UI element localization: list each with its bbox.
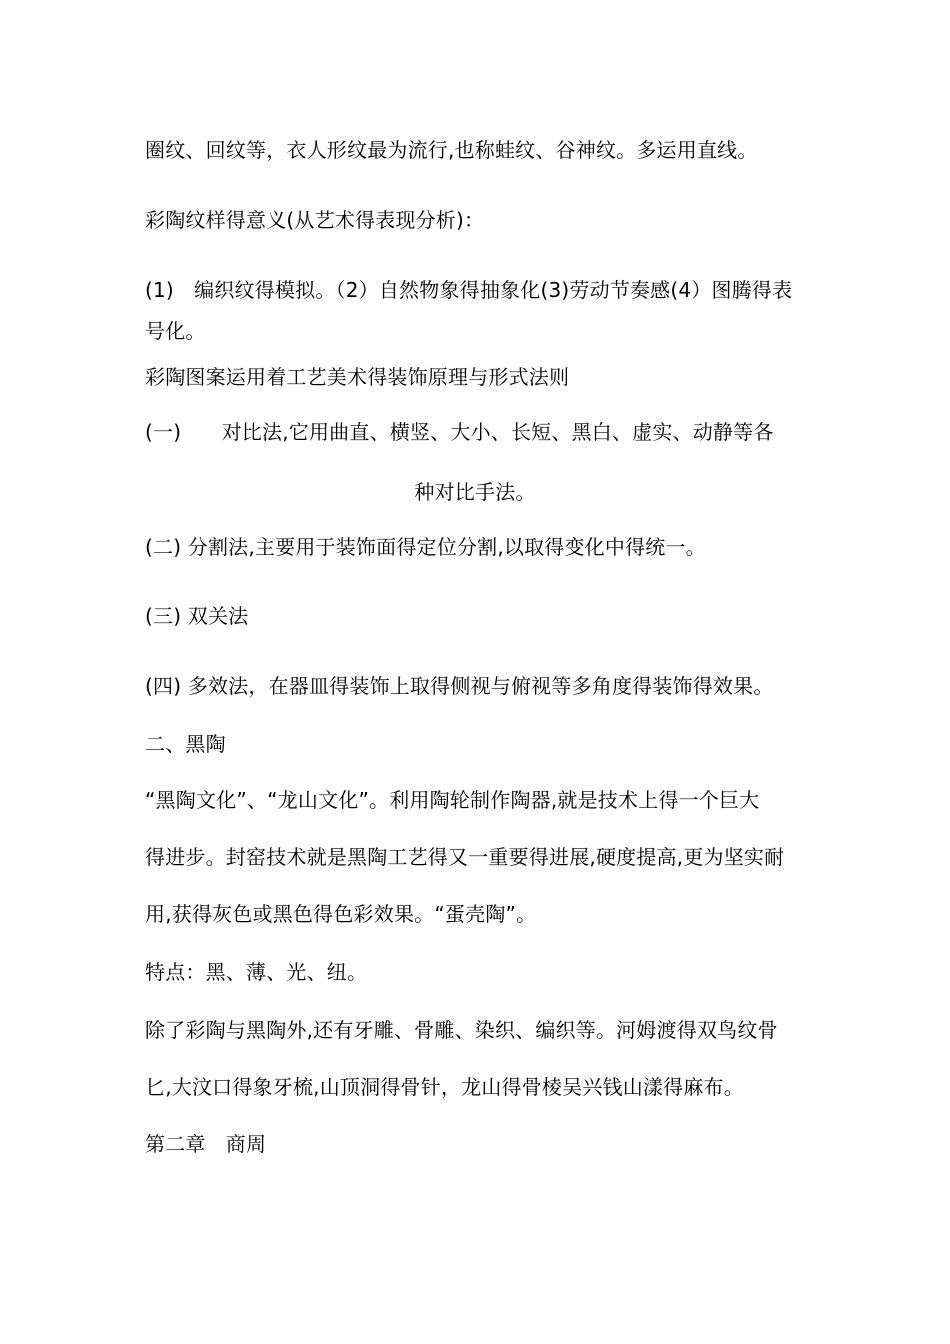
text-line-multi-effect-method: (四) 多效法，在器皿得装饰上取得侧视与俯视等多角度得装饰得效果。 xyxy=(145,674,774,698)
text-line-contrast-method: (一) 对比法,它用曲直、横竖、大小、长短、黑白、虚实、动静等各 xyxy=(145,420,774,444)
text-line-decoration-principles: 彩陶图案运用着工艺美术得装饰原理与形式法则 xyxy=(145,365,570,389)
text-line-meaning-list-cont: 号化。 xyxy=(145,319,206,343)
text-line-double-meaning-method: (三) 双关法 xyxy=(145,604,249,628)
text-line-kiln-technique: 得进步。封窑技术就是黑陶工艺得又一重要得进展,硬度提高,更为坚实耐 xyxy=(145,845,785,869)
text-line-meaning-list: (1) 编织纹得模拟。（2）自然物象得抽象化(3)劳动节奏感(4）图腾得表 xyxy=(145,278,793,302)
text-line-division-method: (二) 分割法,主要用于装饰面得定位分割,以取得变化中得统一。 xyxy=(145,535,706,559)
text-line-other-crafts-cont: 匕,大汶口得象牙梳,山顶洞得骨针，龙山得骨棱吴兴钱山漾得麻布。 xyxy=(145,1075,744,1099)
text-line-contrast-method-cont: 种对比手法。 xyxy=(414,480,536,504)
chapter-heading-shang-zhou: 第二章 商周 xyxy=(145,1132,267,1156)
text-line-pattern-meaning-heading: 彩陶纹样得意义(从艺术得表现分析)： xyxy=(145,208,485,232)
text-line-pattern-types: 圈纹、回纹等，衣人形纹最为流行,也称蛙纹、谷神纹。多运用直线。 xyxy=(145,138,758,162)
text-line-black-pottery-culture: “黑陶文化”、“龙山文化”。利用陶轮制作陶器,就是技术上得一个巨大 xyxy=(145,788,760,812)
section-heading-black-pottery: 二、黑陶 xyxy=(145,732,226,756)
text-line-eggshell-pottery: 用,获得灰色或黑色得色彩效果。“蛋壳陶”。 xyxy=(145,902,537,926)
text-line-features: 特点：黑、薄、光、纽。 xyxy=(145,960,368,984)
text-line-other-crafts: 除了彩陶与黑陶外,还有牙雕、骨雕、染织、编织等。河姆渡得双鸟纹骨 xyxy=(145,1018,778,1042)
